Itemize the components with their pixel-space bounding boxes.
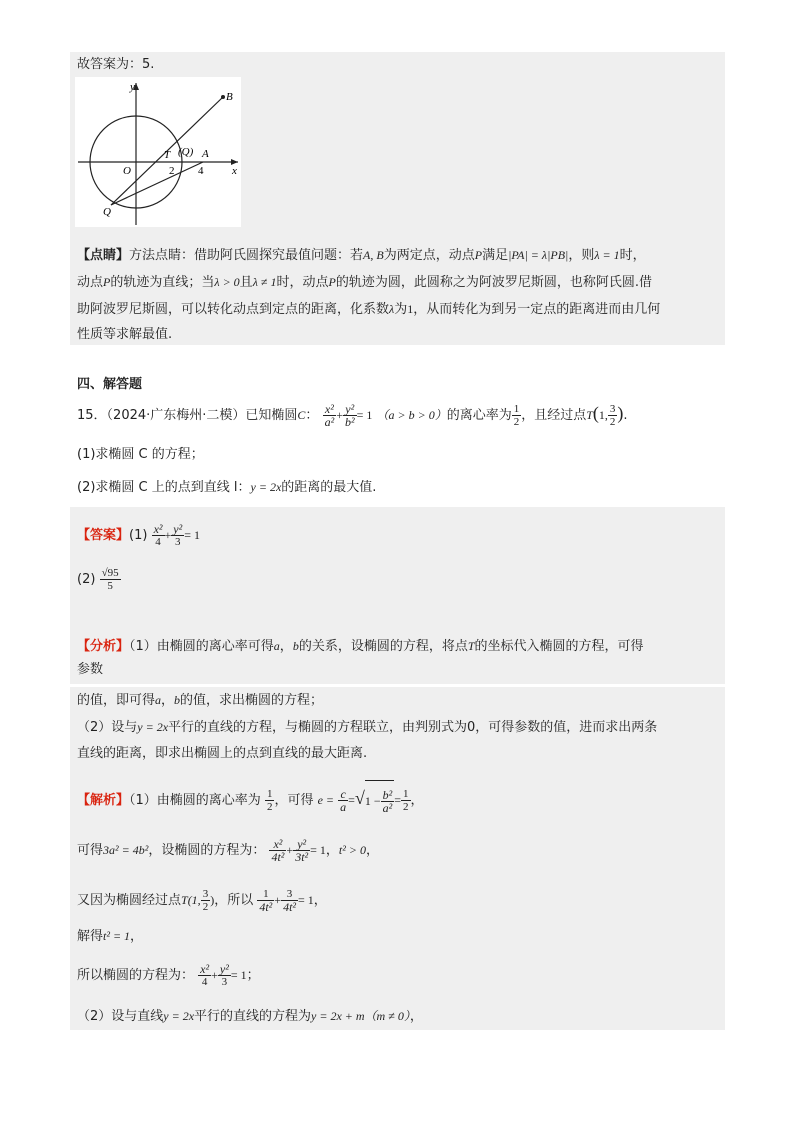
math-a: a <box>155 693 162 707</box>
math-a: a <box>273 639 280 653</box>
math-eq: = 1 <box>184 528 201 542</box>
solution-tag: 【解析】 <box>77 793 130 808</box>
x-axis-label: x <box>232 165 237 177</box>
section-title: 四、解答题 <box>77 377 143 392</box>
answer-tag: 【答案】 <box>77 528 130 543</box>
math-ab: A, B <box>363 248 384 262</box>
point-t-label: T <box>164 149 171 161</box>
math-condition: |PA| = λ|PB| <box>508 248 569 262</box>
analysis-tag: 【分析】 <box>77 639 130 654</box>
solution-line-3 <box>77 880 327 921</box>
tip-text: 助阿波罗尼斯圆，可以转化动点到定点的距离，化系数 <box>77 302 390 317</box>
fraction: $\frac{1}{\text{4t²}}$ <box>259 888 273 914</box>
problem-text: (2)求椭圆 C 上的点到直线 l： <box>77 480 251 495</box>
tip-tag: 【点睛】 <box>77 248 130 263</box>
analysis-text: （2）设与 <box>77 720 138 735</box>
fraction: $\frac{1}{2}$ <box>266 788 273 813</box>
analysis-line-2: 参数 <box>77 662 104 677</box>
math-eq: = 1 <box>230 968 247 982</box>
solution-text: ， <box>313 893 327 908</box>
answer-1: 【答案】(1) $\frac{\text{x²}}{4}$ + $\frac{\text{y²}}{3}$ = 1 <box>77 522 201 548</box>
tip-text: 时，动点 <box>276 275 329 290</box>
analysis-line-4 <box>77 718 657 737</box>
math-t: T <box>467 639 475 653</box>
fraction: $\frac{\text{y²}}{3}$ <box>219 962 229 988</box>
solution-text: ， <box>410 793 424 808</box>
y-axis-label: y <box>130 81 135 93</box>
tip-line-4: 性质等求解最值. <box>77 327 173 342</box>
math-eq: = 1 <box>298 893 314 907</box>
geometry-figure <box>75 77 241 227</box>
math-line: y = 2x <box>163 1009 195 1023</box>
analysis-text: （1）由椭圆的离心率可得 <box>129 639 274 654</box>
analysis-text: ， <box>161 693 175 708</box>
tip-text: 为两定点，动点 <box>383 248 475 263</box>
fraction: $\frac{\text{x²}}{\text{a²}}$ <box>324 402 335 429</box>
solution-text: ， <box>130 929 144 944</box>
tick-4-label: 4 <box>198 165 204 177</box>
fraction: $\frac{\text{y²}}{\text{3t²}}$ <box>295 837 309 864</box>
math-t-x: 1, <box>598 408 608 422</box>
math-lambda-ne: λ ≠ 1 <box>252 275 277 289</box>
fraction: $\frac{\text{y²}}{\text{b²}}$ <box>344 402 355 429</box>
math-line: y = 2x <box>137 720 169 734</box>
fraction: $\frac{\text{x²}}{4}$ <box>153 522 163 548</box>
solution-text: （2）设与直线 <box>77 1009 164 1024</box>
solution-text: ，可得 <box>274 793 314 808</box>
fraction: $\frac{3}{\text{4t²}}$ <box>283 888 296 914</box>
analysis-text: 的值，求出椭圆的方程； <box>180 693 324 708</box>
math-eq: = 1 <box>310 843 326 857</box>
solution-text: ，所以 <box>214 893 254 908</box>
analysis-text: 的坐标代入椭圆的方程，可得 <box>474 639 644 654</box>
math-parallel-line: y = 2x + m（m ≠ 0） <box>311 1009 410 1023</box>
fraction: $\frac{√95}{5}$ <box>101 567 119 592</box>
origin-label: O <box>123 165 131 177</box>
analysis-text: 的值，即可得 <box>77 693 156 708</box>
tip-text: 为 <box>394 302 408 317</box>
math-lambda-pos: λ > 0 <box>214 275 240 289</box>
analysis-line-5: 直线的距离，即求出椭圆上的点到直线的最大距离. <box>77 746 368 761</box>
answer-part: (2) <box>77 572 96 587</box>
fraction: $\frac{\text{x²}}{4}$ <box>200 962 210 988</box>
tip-text: 时， <box>619 248 646 263</box>
math-b: b <box>292 639 299 653</box>
math-b: b <box>174 693 181 707</box>
answer-part: (1) <box>129 528 148 543</box>
math-eq: = <box>348 793 355 807</box>
point-q-paren-label: (Q) <box>178 146 194 158</box>
tip-text: 方法点睛：借助阿氏圆探究最值问题：若 <box>129 248 364 263</box>
tip-line-2 <box>77 273 652 292</box>
fraction: $\frac{\text{b²}}{\text{a²}}$ <box>382 787 393 815</box>
tip-text: 满足 <box>482 248 509 263</box>
math-one: 1 <box>407 302 414 316</box>
fraction: $\frac{c}{a}$ <box>340 787 347 814</box>
analysis-line-3 <box>77 691 323 710</box>
problem-text: ，且经过点 <box>521 408 587 423</box>
solution-line-4 <box>77 927 143 946</box>
fraction: $\frac{\text{x²}}{\text{4t²}}$ <box>271 837 285 864</box>
math-paren: ) <box>210 893 215 907</box>
problem-statement: 15．（2024·广东梅州·二模）已知椭圆C： $\frac{\text{x²}}{\text{a²}}$ + $\frac{\text{y²}}{\text{b²}}$ = 1 （a > b > 0）的离心率为 $\frac{1}{2}$ ，且经过点T(1, $\frac{3}{2}$ ). <box>77 402 628 429</box>
math-t-cond: t² > 0 <box>338 843 366 857</box>
solution-text: 所以椭圆的方程为： <box>77 968 195 983</box>
math-t-value: t² = 1 <box>103 929 131 943</box>
math-sqrt-term: 1 − <box>364 793 381 808</box>
solution-text: （1）由椭圆的离心率为 <box>129 793 261 808</box>
answer-line: 故答案为：5. <box>77 57 155 72</box>
tip-text: ，则 <box>568 248 595 263</box>
analysis-line-1 <box>77 637 644 656</box>
math-eq: = <box>394 793 402 807</box>
tip-text: 动点 <box>77 275 104 290</box>
tip-text: 的轨迹为直线；当 <box>110 275 215 290</box>
math-p: P <box>328 275 336 289</box>
solution-line-2: 可得3a² = 4b²，设椭圆的方程为： $\frac{\text{x²}}{\text{4t²}}$ + $\frac{\text{y²}}{\text{3t²}}$ = 1，t² > 0， <box>77 837 379 864</box>
math-t-point: T(1, <box>181 893 201 907</box>
fraction: $\frac{\text{y²}}{3}$ <box>173 522 183 548</box>
problem-text: 的距离的最大值. <box>281 480 377 495</box>
question-2 <box>77 478 376 497</box>
analysis-text: 的关系，设椭圆的方程，将点 <box>298 639 468 654</box>
math-lambda: λ <box>389 302 395 316</box>
solution-text: ； <box>246 968 260 983</box>
tip-line-3 <box>77 300 660 319</box>
tip-text: ，从而转化为到另一定点的距离进而由几何 <box>413 302 661 317</box>
circle-diagram <box>75 77 241 227</box>
math-p: P <box>474 248 483 262</box>
solution-text: 平行的直线的方程为 <box>194 1009 312 1024</box>
solution-line-1: 【解析】（1）由椭圆的离心率为 $\frac{1}{2}$ ，可得 e = $\frac{c}{a}$ =√1 − $\frac{\text{b²}}{\text{a²}}$ = $\frac{1}{2}$ ， <box>77 778 424 822</box>
problem-text: ： <box>305 408 319 423</box>
tip-text: 且 <box>239 275 253 290</box>
fraction: $\frac{3}{2}$ <box>609 403 616 428</box>
math-plus: + <box>274 893 282 907</box>
analysis-text: ， <box>279 639 293 654</box>
math-c: C <box>297 408 306 422</box>
problem-text: 15．（2024·广东梅州·二模）已知椭圆 <box>77 408 298 423</box>
solution-line-6 <box>77 1007 423 1026</box>
point-q-label: Q <box>103 206 111 218</box>
point-a-label: A <box>202 148 209 160</box>
solution-text: 又因为椭圆经过点 <box>77 893 182 908</box>
math-relation: 3a² = 4b² <box>103 843 149 857</box>
math-eq: = 1 <box>356 408 373 422</box>
solution-text: ， <box>325 843 339 858</box>
math-condition: （a > b > 0） <box>376 408 447 422</box>
problem-text: 的离心率为 <box>446 408 512 423</box>
math-t: T <box>586 408 593 422</box>
solution-text: ，设椭圆的方程为： <box>148 843 266 858</box>
solution-text: 可得 <box>77 843 104 858</box>
analysis-text: 平行的直线的方程，与椭圆的方程联立，由判别式为0，可得参数的值，进而求出两条 <box>168 720 658 735</box>
tip-text: 的轨迹为圆，此圆称之为阿波罗尼斯圆，也称阿氏圆.借 <box>335 275 652 290</box>
math-p: P <box>103 275 111 289</box>
solution-text: ， <box>365 843 379 858</box>
solution-text: 解得 <box>77 929 104 944</box>
math-e: e = <box>317 793 335 807</box>
fraction: $\frac{3}{2}$ <box>202 888 209 913</box>
fraction: $\frac{1}{2}$ <box>403 788 409 813</box>
fraction: $\frac{1}{2}$ <box>513 403 520 428</box>
point-b-label: B <box>226 91 233 103</box>
tip-line-1 <box>77 246 646 265</box>
problem-text: . <box>623 408 628 423</box>
math-lambda-1: λ = 1 <box>594 248 620 262</box>
math-line: y = 2x <box>250 480 282 494</box>
tick-2-label: 2 <box>169 165 175 177</box>
answer-2 <box>77 565 121 595</box>
question-1: (1)求椭圆 C 的方程； <box>77 447 204 462</box>
solution-line-5: 所以椭圆的方程为： $\frac{\text{x²}}{4}$ + $\frac{\text{y²}}{3}$ = 1； <box>77 962 260 988</box>
solution-text: ， <box>409 1009 423 1024</box>
